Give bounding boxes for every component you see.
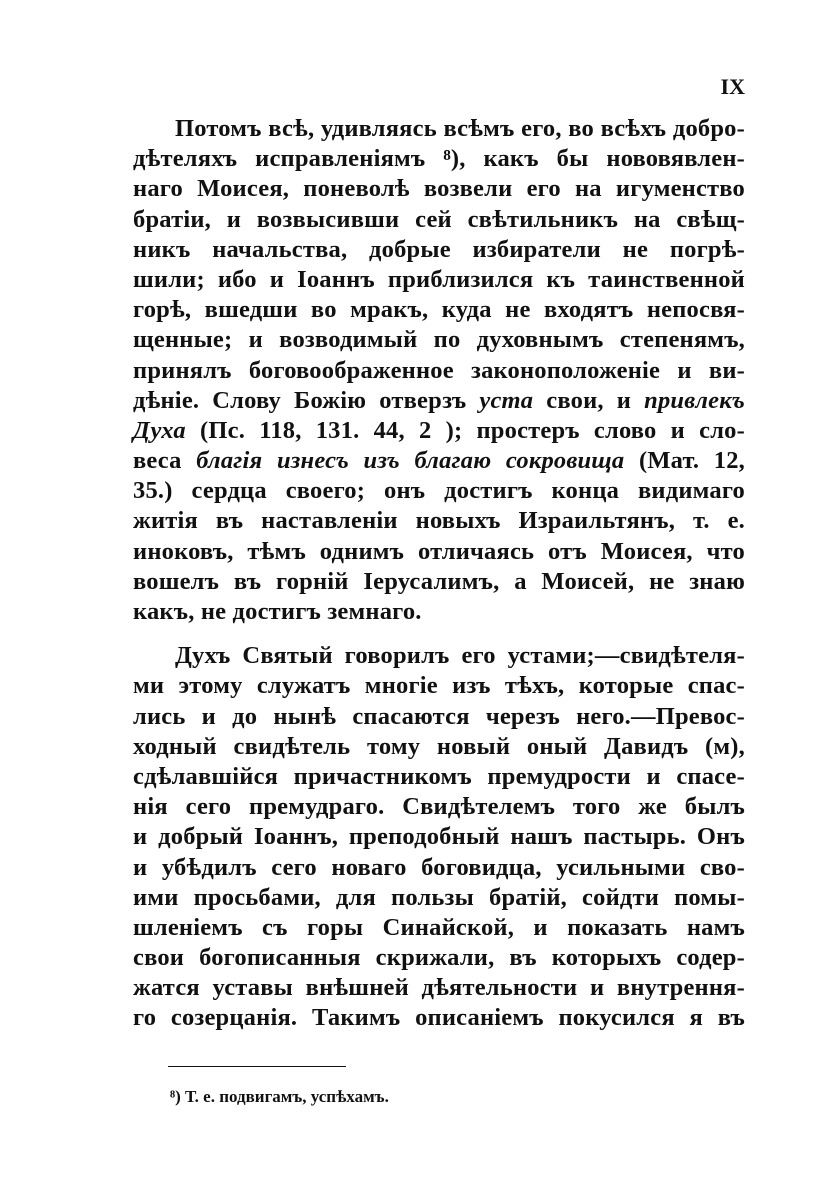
text-line: ходный свидѣтель тому новый оный Давидъ (м), (133, 732, 745, 760)
text-segment: свои, и (533, 386, 645, 414)
text-line: и добрый Іоаннъ, преподобный нашъ пастырь. Онъ (133, 823, 745, 851)
text-line: принялъ боговоображенное законоположеніе и ви- (133, 356, 745, 384)
text-segment: (Мат. 12, (624, 447, 746, 475)
footnote-divider (168, 1066, 346, 1067)
text-line: вошелъ въ горній Іерусалимъ, а Моисей, не знаю (133, 567, 745, 595)
text-line: жатся уставы внѣшней дѣятельности и внутрення- (133, 974, 745, 1002)
page-number: IX (720, 74, 745, 99)
text-line: сдѣлавшійся причастникомъ премудрости и спасе- (133, 762, 745, 790)
italic-quote: Духа (133, 416, 186, 444)
text-line: лись и до нынѣ спасаются черезъ него.—Превос- (133, 702, 745, 730)
text-line (133, 446, 745, 476)
paragraph-2 (133, 641, 745, 1033)
paragraph-1 (133, 114, 745, 627)
text-line: Потомъ всѣ, удивляясь всѣмъ его, во всѣхъ добро- (175, 115, 745, 142)
text-line: ими просьбами, для пользы братій, сойдти помы- (133, 883, 745, 911)
text-line: иноковъ, тѣмъ однимъ отличаясь отъ Моисея, что (133, 537, 745, 565)
text-line (133, 416, 745, 446)
text-line: дѣтеляхъ исправленіямъ ⁸), какъ бы нововявлен- (133, 145, 745, 173)
text-segment: (Пс. 118, 131. 44, 2 ); простеръ слово и сло- (185, 416, 745, 444)
text-line: ми этому служатъ многіе изъ тѣхъ, которые спас- (133, 672, 745, 700)
text-line: житія въ наставленіи новыхъ Израильтянъ, т. е. (133, 507, 745, 535)
text-segment: дѣніе. Слову Божію отверзъ (133, 386, 480, 414)
italic-quote: уста (479, 386, 534, 414)
text-line: свои богописанныя скрижали, въ которыхъ содер- (133, 944, 745, 972)
text-line: Духъ Святый говорилъ его устами;—свидѣтеля- (175, 642, 745, 670)
italic-quote: благія изнесъ изъ благаю сокровища (196, 447, 625, 475)
text-line: какъ, не достигъ земнаго. (133, 598, 422, 625)
footnote: ⁸) Т. е. подвигамъ, успѣхамъ. (170, 1087, 389, 1106)
text-line: нія сего премудраго. Свидѣтелемъ того же былъ (133, 793, 745, 821)
text-line: братіи, и возвысивши сей свѣтильникъ на свѣщ- (133, 205, 745, 233)
text-line: никъ начальства, добрые избиратели не погрѣ- (133, 235, 745, 263)
text-line (133, 386, 745, 416)
text-line: наго Моисея, поневолѣ возвели его на игуменство (133, 175, 745, 203)
text-line: 35.) сердца своего; онъ достигъ конца видимаго (133, 477, 745, 505)
body-text (133, 114, 745, 1034)
text-line: горѣ, вшедши во мракъ, куда не входятъ непосвя- (133, 296, 745, 324)
text-line: шили; ибо и Іоаннъ приблизился къ таинственной (133, 265, 745, 293)
text-line: шленіемъ съ горы Синайской, и показать намъ (133, 913, 745, 941)
text-segment: веса (133, 447, 197, 475)
text-line: щенные; и возводимый по духовнымъ степенямъ, (133, 326, 745, 354)
text-line: и убѣдилъ сего новаго боговидца, усильными сво- (133, 853, 745, 881)
text-line: го созерцанія. Такимъ описаніемъ покусился я въ (133, 1004, 745, 1032)
italic-quote: привлекъ (644, 386, 745, 414)
